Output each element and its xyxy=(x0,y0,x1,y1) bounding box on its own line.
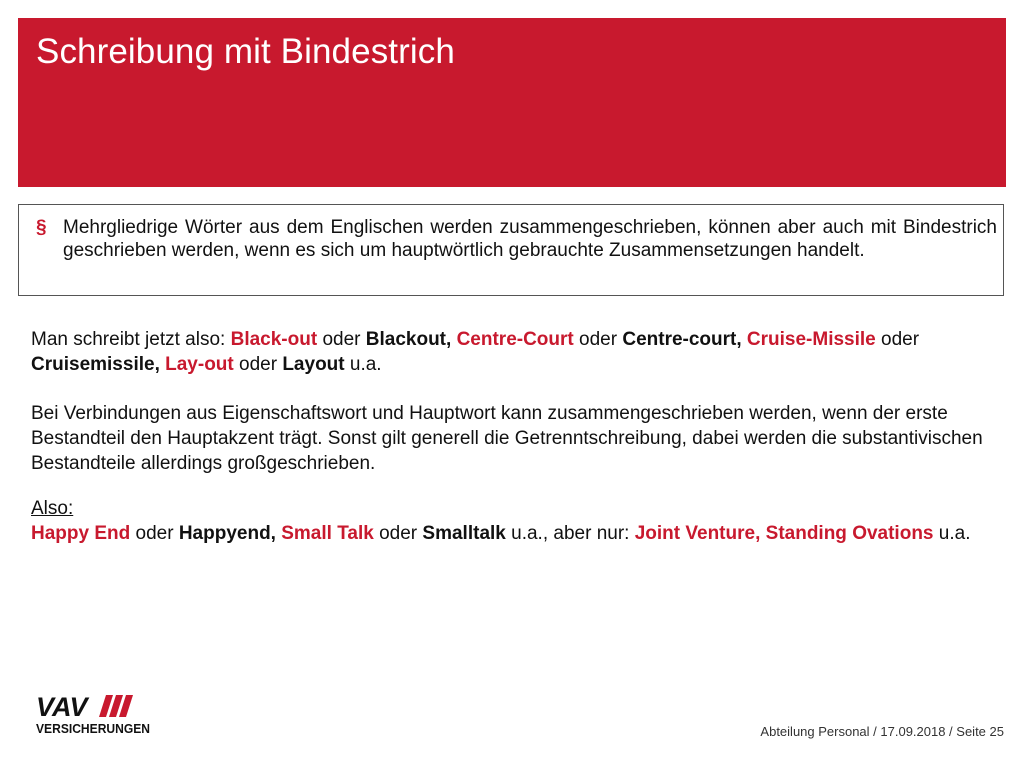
slide-title: Schreibung mit Bindestrich xyxy=(36,32,455,71)
term-bold: Smalltalk xyxy=(422,523,506,544)
term-red: Lay-out xyxy=(165,354,234,375)
term-red: Black-out xyxy=(230,329,318,350)
bullet-box xyxy=(18,204,1004,296)
intro-text: Man schreibt jetzt also: xyxy=(31,329,231,350)
bullet-text: Mehrgliedrige Wörter aus dem Englischen werden zusammengeschrieben, können aber auch mit Bindestrich geschrieben werden, wenn es sich um hauptwörtlich gebrauchte Zusammensetzungen handelt. xyxy=(63,217,997,261)
title-band xyxy=(18,18,1006,187)
paragraph-examples-2 xyxy=(31,496,991,546)
connector-text: oder xyxy=(875,329,920,350)
term-bold: Centre-court, xyxy=(622,329,742,350)
end-text: u.a. xyxy=(344,354,382,375)
connector-text: oder xyxy=(233,354,283,375)
paragraph-symbol: § xyxy=(36,217,47,238)
term-bold: Blackout, xyxy=(365,329,452,350)
logo-vav-text: VAV xyxy=(36,692,88,722)
also-label: Also: xyxy=(31,498,74,519)
term-bold: Layout xyxy=(282,354,345,375)
connector-text: oder xyxy=(130,523,179,544)
connector-text: oder xyxy=(317,329,366,350)
vav-logo xyxy=(36,692,158,737)
term-red: Centre-Court xyxy=(456,329,574,350)
term-red: Standing Ovations xyxy=(765,523,934,544)
term-red: Joint Venture, xyxy=(634,523,761,544)
paragraph-rule: Bei Verbindungen aus Eigenschaftswort und Hauptwort kann zusammengeschrieben werden, wenn der erste Bestandteil den Hauptakzent trägt. Sonst gilt generell die Getrenntschreibung, dabei werden die substantivischen Bestandteile allerdings großgeschrieben. xyxy=(31,403,983,474)
term-red: Happy End xyxy=(31,523,131,544)
term-bold: Cruisemissile, xyxy=(31,354,160,375)
term-bold: Happyend, xyxy=(178,523,276,544)
term-red: Cruise-Missile xyxy=(746,329,876,350)
paragraph-examples-1 xyxy=(31,327,991,377)
connector-text: oder xyxy=(373,523,423,544)
end-text: u.a. xyxy=(933,523,971,544)
footer-text: Abteilung Personal / 17.09.2018 / Seite 25 xyxy=(760,724,1004,739)
connector-text: u.a., aber nur: xyxy=(505,523,635,544)
term-red: Small Talk xyxy=(281,523,374,544)
connector-text: oder xyxy=(573,329,623,350)
logo-versicherungen-text: VERSICHERUNGEN xyxy=(36,722,150,736)
